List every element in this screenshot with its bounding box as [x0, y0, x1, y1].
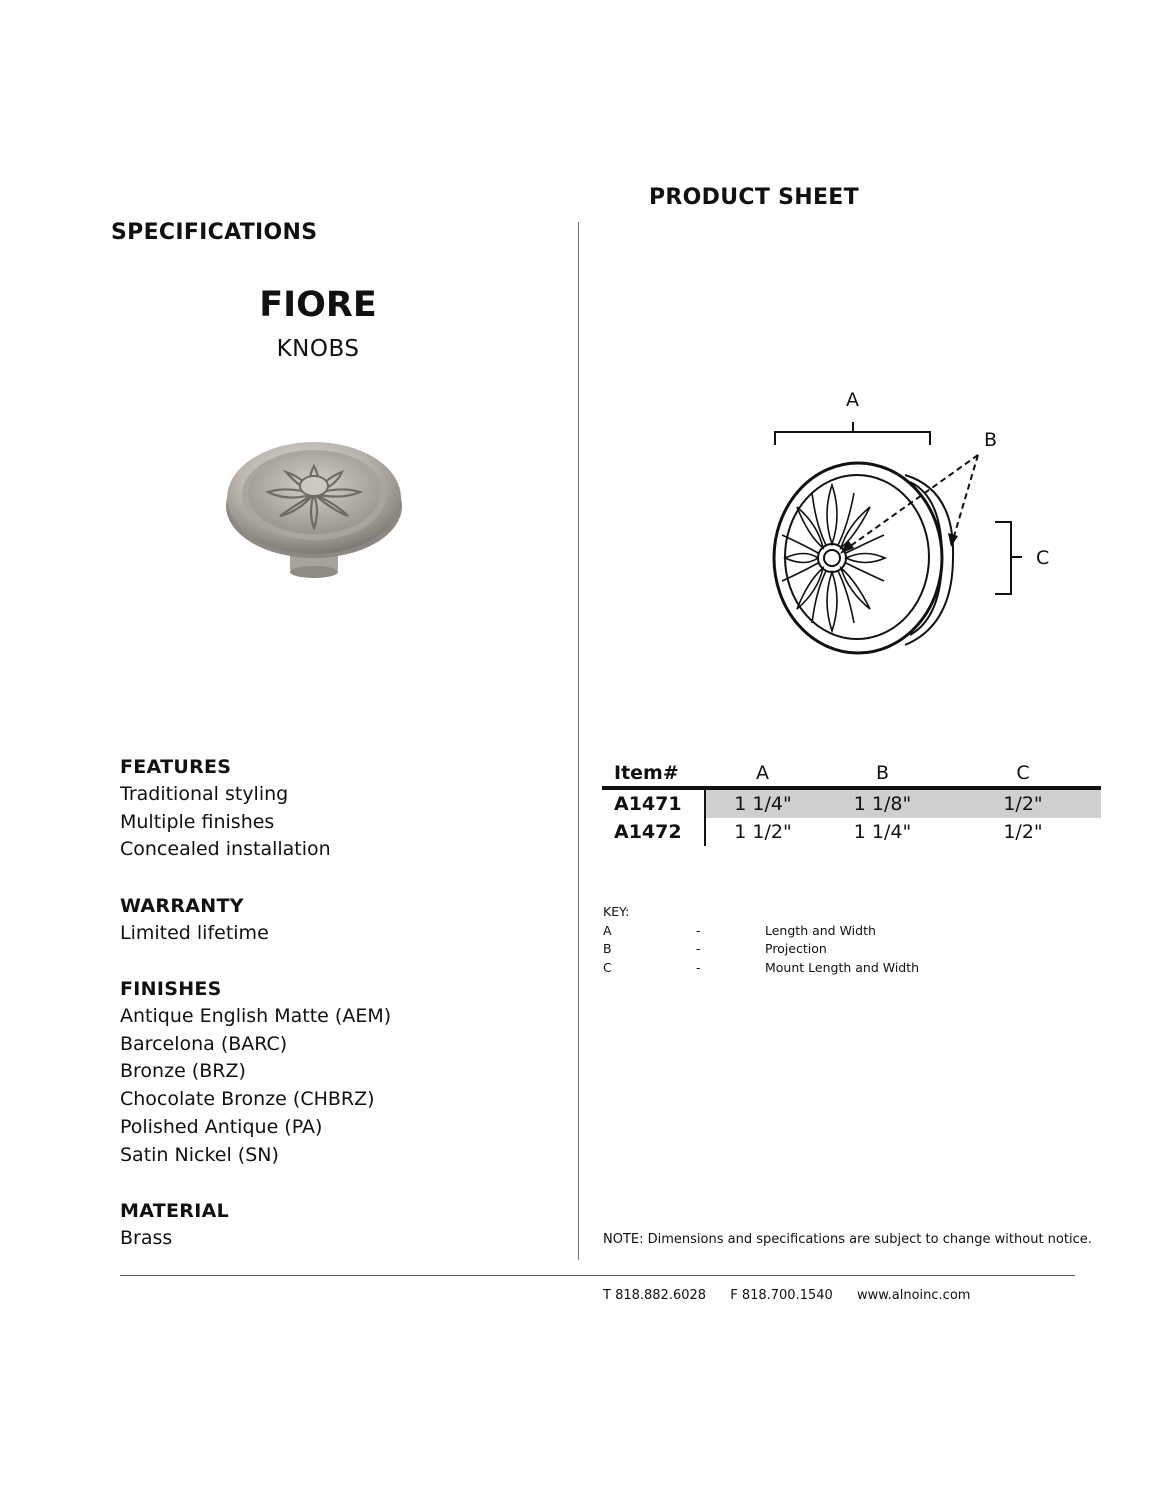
key-dash: -	[696, 959, 701, 975]
fax-number: F 818.700.1540	[730, 1288, 833, 1303]
material-item: Brass	[120, 1227, 173, 1249]
finishes-heading: FINISHES	[120, 978, 222, 1000]
warranty-section	[120, 892, 269, 948]
key-letter: C	[603, 959, 612, 975]
feature-item: Concealed installation	[120, 838, 331, 861]
row-a: 1 1/2"	[734, 821, 792, 843]
specifications-heading: SPECIFICATIONS	[111, 220, 318, 245]
finish-item: Satin Nickel (SN)	[120, 1143, 279, 1166]
key-letter: A	[603, 922, 612, 938]
material-heading: MATERIAL	[120, 1200, 229, 1222]
contact-info	[603, 1288, 990, 1303]
key-description: Length and Width	[765, 922, 876, 938]
row-b: 1 1/8"	[820, 788, 945, 818]
column-divider	[578, 222, 579, 1260]
product-sheet-heading: PRODUCT SHEET	[649, 185, 859, 210]
row-item: A1472	[602, 818, 705, 846]
product-name: FIORE	[259, 285, 377, 325]
row-b: 1 1/4"	[853, 821, 912, 843]
header-b: B	[820, 760, 945, 788]
features-section	[120, 753, 331, 864]
table-header-row	[602, 760, 1101, 788]
warranty-item: Limited lifetime	[120, 922, 269, 944]
knob-product-photo	[222, 420, 412, 585]
header-item: Item#	[602, 760, 705, 788]
header-a: A	[705, 760, 820, 788]
table-row	[602, 788, 1101, 818]
phone-number: T 818.882.6028	[603, 1288, 707, 1303]
finish-item: Chocolate Bronze (CHBRZ)	[120, 1088, 375, 1111]
key-row	[603, 940, 827, 959]
key-row	[603, 922, 876, 941]
disclaimer-note: NOTE: Dimensions and specifications are subject to change without notice.	[603, 1232, 1092, 1247]
header-c: C	[945, 760, 1101, 788]
dimensions-table	[602, 760, 1101, 846]
website-link[interactable]: www.alnoinc.com	[856, 1288, 971, 1303]
key-dash: -	[696, 941, 701, 956]
product-type: KNOBS	[276, 336, 360, 362]
feature-item: Multiple finishes	[120, 810, 275, 833]
warranty-heading: WARRANTY	[120, 895, 244, 917]
table-row	[602, 818, 1101, 846]
features-heading: FEATURES	[120, 756, 232, 778]
finishes-section	[120, 975, 391, 1169]
key-legend	[603, 903, 920, 977]
key-row	[603, 959, 920, 978]
footer-divider	[120, 1275, 1075, 1276]
key-description: Projection	[765, 941, 827, 956]
key-heading: KEY:	[603, 904, 630, 919]
row-a: 1 1/4"	[705, 788, 820, 818]
label-b: B	[984, 429, 998, 451]
row-c: 1/2"	[1003, 821, 1043, 843]
feature-item: Traditional styling	[120, 783, 289, 805]
key-dash: -	[696, 922, 701, 938]
row-item: A1471	[602, 788, 705, 818]
material-section	[120, 1197, 229, 1253]
row-c: 1/2"	[945, 788, 1101, 818]
label-c: C	[1036, 547, 1050, 569]
label-a: A	[846, 389, 859, 411]
knob-dimension-diagram	[760, 385, 1060, 665]
key-letter: B	[603, 941, 612, 956]
finish-item: Barcelona (BARC)	[120, 1032, 288, 1055]
finish-item: Polished Antique (PA)	[120, 1115, 323, 1138]
finish-item: Bronze (BRZ)	[120, 1060, 246, 1083]
key-description: Mount Length and Width	[765, 959, 920, 975]
finish-item: Antique English Matte (AEM)	[120, 1005, 392, 1027]
